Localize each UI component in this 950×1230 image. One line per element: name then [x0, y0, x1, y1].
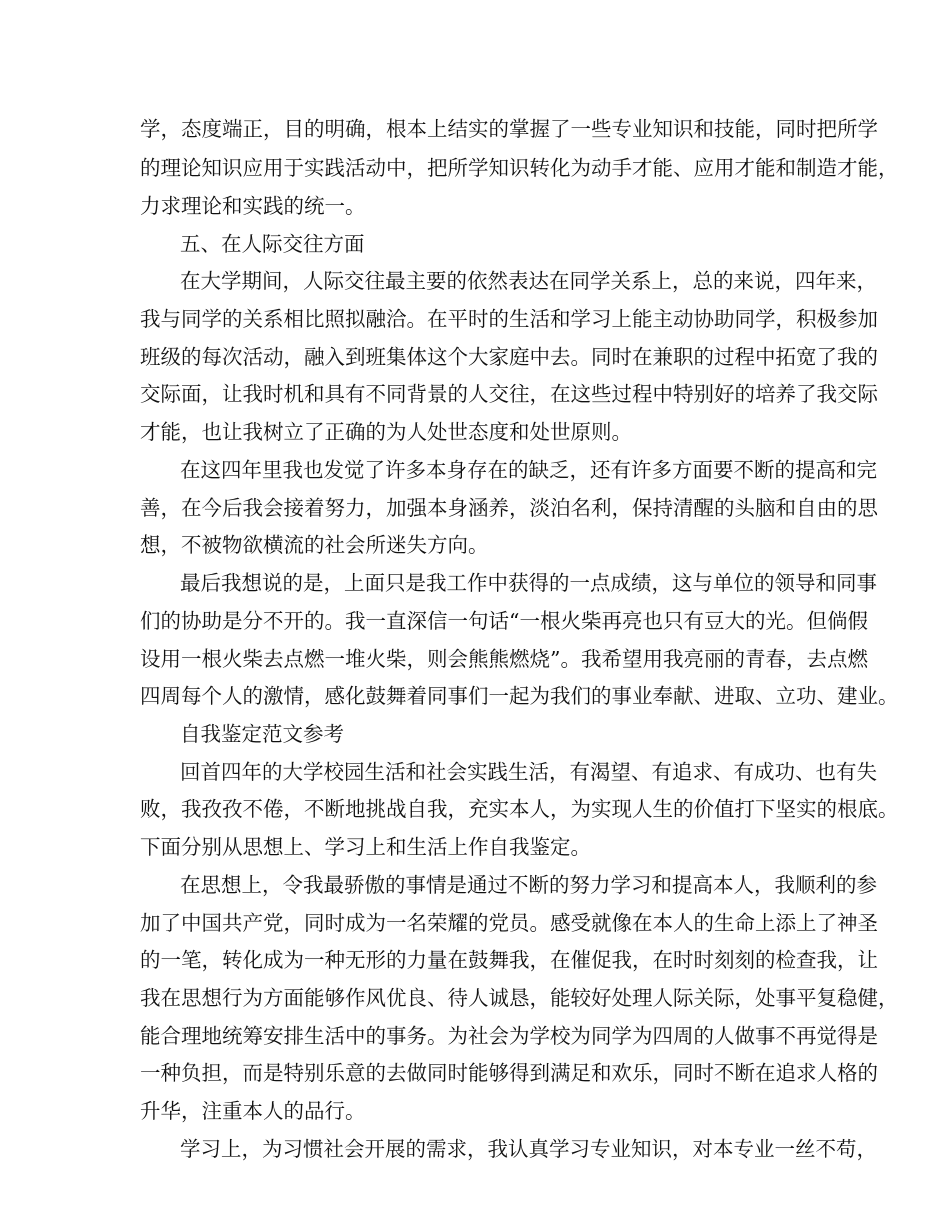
text-line: 在大学期间，人际交往最主要的依然表达在同学关系上，总的来说，四年来，: [180, 269, 877, 293]
section-heading: 五、在人际交往方面: [180, 232, 365, 256]
text-line: 下面分别从思想上、学习上和生活上作自我鉴定。: [140, 835, 591, 859]
text-line: 的理论知识应用于实践活动中，把所学知识转化为动手才能、应用才能和制造才能，: [140, 156, 899, 180]
text-line: 设用一根火柴去点燃一堆火柴，则会熊熊燃烧”。我希望用我亮丽的青春，去点燃: [140, 647, 868, 671]
text-line: 学习上，为习惯社会开展的需求，我认真学习专业知识，对本专业一丝不苟，: [180, 1137, 877, 1161]
text-line: 我与同学的关系相比照拟融洽。在平时的生活和学习上能主动协助同学，积极参加: [140, 307, 878, 331]
text-line: 力求理论和实践的统一。: [140, 194, 366, 218]
text-line: 升华，注重本人的品行。: [140, 1099, 366, 1123]
text-line: 最后我想说的是，上面只是我工作中获得的一点成绩，这与单位的领导和同事: [180, 571, 877, 595]
text-line: 四周每个人的激情，感化鼓舞着同事们一起为我们的事业奉献、进取、立功、建业。: [140, 684, 899, 708]
text-line: 回首四年的大学校园生活和社会实践生活，有渴望、有追求、有成功、也有失: [180, 760, 877, 784]
text-line: 能合理地统筹安排生活中的事务。为社会为学校为同学为四周的人做事不再觉得是: [140, 1024, 878, 1048]
text-line: 学，态度端正，目的明确，根本上结实的掌握了一些专业知识和技能，同时把所学: [140, 117, 878, 141]
text-line: 们的协助是分不开的。我一直深信一句话“一根火柴再亮也只有豆大的光。但倘假: [140, 609, 868, 633]
text-line: 在这四年里我也发觉了许多本身存在的缺乏，还有许多方面要不断的提高和完: [180, 458, 877, 482]
text-line: 加了中国共产党，同时成为一名荣耀的党员。感受就像在本人的生命上添上了神圣: [140, 911, 878, 935]
section-heading: 自我鉴定范文参考: [180, 722, 344, 746]
text-line: 交际面，让我时机和具有不同背景的人交往，在这些过程中特别好的培养了我交际: [140, 382, 878, 406]
text-line: 才能，也让我树立了正确的为人处世态度和处世原则。: [140, 420, 632, 444]
text-line: 在思想上，令我最骄傲的事情是通过不断的努力学习和提高本人，我顺利的参: [180, 873, 877, 897]
text-line: 败，我孜孜不倦，不断地挑战自我，充实本人，为实现人生的价值打下坚实的根底。: [140, 797, 899, 821]
text-line: 我在思想行为方面能够作风优良、待人诚恳，能较好处理人际关际，处事平复稳健，: [140, 986, 899, 1010]
text-line: 想，不被物欲横流的社会所迷失方向。: [140, 533, 489, 557]
text-line: 的一笔，转化成为一种无形的力量在鼓舞我，在催促我，在时时刻刻的检查我，让: [140, 948, 878, 972]
text-line: 班级的每次活动，融入到班集体这个大家庭中去。同时在兼职的过程中拓宽了我的: [140, 345, 878, 369]
text-line: 善，在今后我会接着努力，加强本身涵养，淡泊名利，保持清醒的头脑和自由的思: [140, 496, 878, 520]
text-line: 一种负担，而是特别乐意的去做同时能够得到满足和欢乐，同时不断在追求人格的: [140, 1061, 878, 1085]
